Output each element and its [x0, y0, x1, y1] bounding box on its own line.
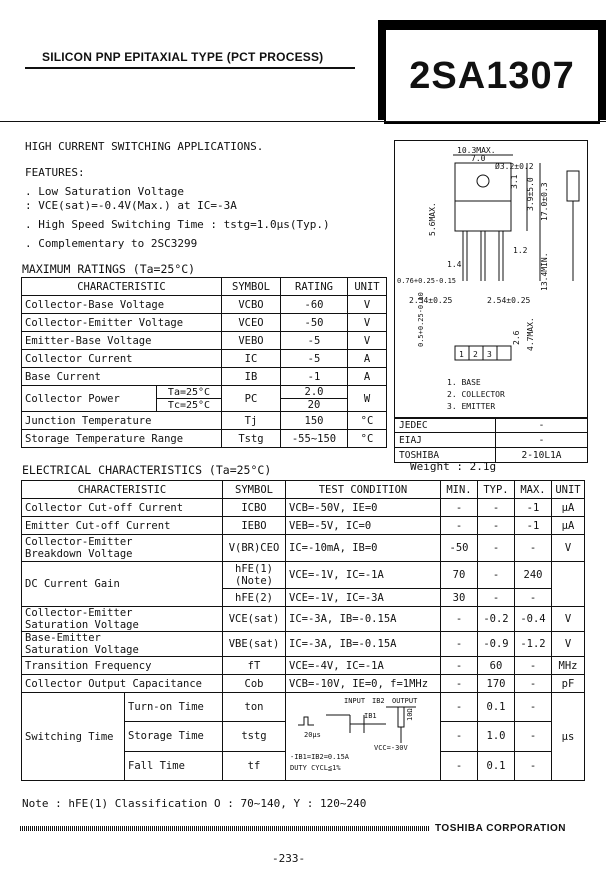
mr-char: Collector-Base Voltage: [22, 296, 222, 314]
dim-pitch-2: 2.54±0.25: [487, 296, 531, 305]
ec-char: Emitter Cut-off Current: [22, 517, 223, 535]
table-row: [22, 675, 585, 693]
mr-unit: W: [348, 386, 387, 412]
hfe-classification-note: Note : hFE(1) Classification O : 70~140, Y : 120~240: [22, 797, 367, 810]
mr-unit: °C: [348, 412, 387, 430]
mr-rating: -50: [281, 314, 348, 332]
ec-unit: V: [552, 607, 585, 632]
pin-3: 3: [487, 350, 492, 359]
table-row: [22, 657, 585, 675]
mr-char: Base Current: [22, 368, 222, 386]
table-row: [22, 430, 387, 448]
ec-unit: V: [552, 535, 585, 562]
ec-min: -: [441, 657, 478, 675]
ec-min: -: [441, 675, 478, 693]
application-text: HIGH CURRENT SWITCHING APPLICATIONS.: [25, 140, 264, 153]
circuit-cond-1: -IB1=IB2=0.15A: [290, 753, 350, 761]
circuit-resistor-label: 10Ω: [406, 708, 414, 721]
table-row: [22, 517, 585, 535]
eiaj-value: -: [496, 433, 588, 448]
mr-condition: Tc=25°C: [157, 399, 222, 412]
ec-symbol: VCE(sat): [223, 607, 286, 632]
mr-rating: -5: [281, 350, 348, 368]
ec-typ: -0.2: [478, 607, 515, 632]
ec-typ: -: [478, 499, 515, 517]
dim-lead-1: 1.4: [447, 260, 462, 269]
circuit-ib2-label: IB2: [372, 697, 385, 705]
ec-symbol: IEBO: [223, 517, 286, 535]
ec-unit: μA: [552, 499, 585, 517]
ec-max: -0.4: [515, 607, 552, 632]
ec-char: Transition Frequency: [22, 657, 223, 675]
ec-cond: IC=-10mA, IB=0: [286, 535, 441, 562]
feature-2: . High Speed Switching Time : tstg=1.0μs(Typ.): [25, 218, 330, 231]
dim-tab: 3.9±5.0: [526, 177, 535, 211]
table-row: [22, 296, 387, 314]
dim-thick: 5.6MAX.: [428, 202, 437, 236]
mr-char: Collector-Emitter Voltage: [22, 314, 222, 332]
ec-cond: IC=-3A, IB=-0.15A: [286, 632, 441, 657]
jedec-value: -: [496, 418, 588, 433]
header-underline: [25, 67, 355, 69]
ec-min: 70: [441, 562, 478, 589]
ec-unit-empty: [552, 562, 585, 607]
ec-typ: 60: [478, 657, 515, 675]
mr-rating: -55~150: [281, 430, 348, 448]
mr-rating: -5: [281, 332, 348, 350]
ec-char-2: Saturation Voltage: [25, 619, 139, 631]
mr-unit: A: [348, 350, 387, 368]
package-outline-drawing: [394, 140, 588, 419]
dim-width-max: 10.3MAX.: [457, 146, 496, 155]
ec-typ: 170: [478, 675, 515, 693]
ec-symbol: hFE(2): [223, 589, 286, 607]
ec-cond: VEB=-5V, IC=0: [286, 517, 441, 535]
ec-char-2: Saturation Voltage: [25, 644, 139, 656]
circuit-pulse-width: 20μs: [304, 731, 321, 739]
mr-unit: °C: [348, 430, 387, 448]
ec-min: -: [441, 607, 478, 632]
legend-collector: 2. COLLECTOR: [447, 390, 505, 399]
ec-max: -: [515, 751, 552, 780]
mr-unit: A: [348, 368, 387, 386]
ec-typ: 0.1: [478, 693, 515, 722]
ec-min: -: [441, 751, 478, 780]
ec-typ: -0.9: [478, 632, 515, 657]
ec-max: -: [515, 657, 552, 675]
ec-typ: 0.1: [478, 751, 515, 780]
ec-max: 240: [515, 562, 552, 589]
ec-header-symbol: SYMBOL: [223, 481, 286, 499]
mr-unit: V: [348, 314, 387, 332]
ec-header-cond: TEST CONDITION: [286, 481, 441, 499]
table-row: [22, 607, 585, 632]
mr-symbol: IC: [222, 350, 281, 368]
table-row: [22, 499, 585, 517]
elec-table: [21, 480, 585, 781]
ec-symbol: hFE(1): [235, 563, 273, 575]
table-row: [22, 535, 585, 562]
ec-cond: IC=-3A, IB=-0.15A: [286, 607, 441, 632]
mr-condition: Ta=25°C: [157, 386, 222, 399]
table-row: [22, 412, 387, 430]
dim-side: 2.6: [512, 330, 521, 345]
table-row: [22, 332, 387, 350]
circuit-cond-2: DUTY CYCL≦1%: [290, 764, 341, 772]
mr-rating: -60: [281, 296, 348, 314]
ec-min: -50: [441, 535, 478, 562]
eiaj-label: EIAJ: [395, 433, 496, 448]
pin-2: 2: [473, 350, 478, 359]
mr-char: Collector Power: [22, 386, 157, 412]
ec-char: Base-Emitter: [25, 632, 101, 644]
dim-hole-spacing: 7.0: [471, 154, 486, 163]
ec-char: Collector Cut-off Current: [22, 499, 223, 517]
package-weight: Weight : 2.1g: [410, 460, 497, 473]
mr-char: Junction Temperature: [22, 412, 222, 430]
part-number: 2SA1307: [384, 28, 600, 124]
ec-symbol: VBE(sat): [223, 632, 286, 657]
mr-symbol: VCBO: [222, 296, 281, 314]
toshiba-label: TOSHIBA: [395, 448, 496, 463]
feature-1: . Low Saturation Voltage: [25, 185, 184, 198]
ec-unit: pF: [552, 675, 585, 693]
mr-char: Collector Current: [22, 350, 222, 368]
elec-title: ELECTRICAL CHARACTERISTICS (Ta=25°C): [22, 463, 272, 477]
mr-rating: 150: [281, 412, 348, 430]
ec-min: -: [441, 693, 478, 722]
legend-emitter: 3. EMITTER: [447, 402, 496, 411]
ec-min: -: [441, 722, 478, 751]
mr-symbol: VEBO: [222, 332, 281, 350]
ec-char: Switching Time: [22, 693, 125, 781]
ec-max: -: [515, 693, 552, 722]
ec-header-char: CHARACTERISTIC: [22, 481, 223, 499]
circuit-ib1-label: IB1: [364, 712, 377, 720]
max-ratings-table: [21, 277, 387, 448]
ec-symbol: fT: [223, 657, 286, 675]
ec-symbol: V(BR)CEO: [223, 535, 286, 562]
mr-unit: V: [348, 332, 387, 350]
ec-char: Collector-Emitter: [25, 607, 133, 619]
mr-header-char: CHARACTERISTIC: [22, 278, 222, 296]
mr-symbol: PC: [222, 386, 281, 412]
ec-symbol: tstg: [223, 722, 286, 751]
table-row: [22, 314, 387, 332]
dim-lead-w: 1.2: [513, 246, 528, 255]
ec-cond: VCE=-4V, IC=-1A: [286, 657, 441, 675]
ec-typ: -: [478, 535, 515, 562]
table-row: [22, 632, 585, 657]
ec-max: -: [515, 589, 552, 607]
ec-typ: -: [478, 589, 515, 607]
device-type-title: SILICON PNP EPITAXIAL TYPE (PCT PROCESS): [42, 50, 324, 64]
mr-unit: V: [348, 296, 387, 314]
max-ratings-title: MAXIMUM RATINGS (Ta=25°C): [22, 262, 196, 276]
ec-subchar: Storage Time: [125, 722, 223, 751]
jedec-label: JEDEC: [395, 418, 496, 433]
feature-1-detail: : VCE(sat)=-0.4V(Max.) at IC=-3A: [25, 199, 237, 212]
legend-base: 1. BASE: [447, 378, 481, 387]
mr-char: Storage Temperature Range: [22, 430, 222, 448]
ec-header-typ: TYP.: [478, 481, 515, 499]
ec-cond: VCE=-1V, IC=-3A: [286, 589, 441, 607]
package-svg: [395, 141, 587, 418]
mr-char: Emitter-Base Voltage: [22, 332, 222, 350]
ec-cond: VCB=-10V, IE=0, f=1MHz: [286, 675, 441, 693]
ec-symbol: tf: [223, 751, 286, 780]
ec-typ: 1.0: [478, 722, 515, 751]
ec-char: DC Current Gain: [22, 562, 223, 607]
circuit-output-label: OUTPUT: [392, 697, 418, 705]
page-number: -233-: [272, 852, 306, 865]
ec-char-2: Breakdown Voltage: [25, 548, 133, 560]
ec-char: Collector Output Capacitance: [22, 675, 223, 693]
ec-min: -: [441, 632, 478, 657]
ec-max: -: [515, 535, 552, 562]
ec-min: -: [441, 499, 478, 517]
ec-unit: μA: [552, 517, 585, 535]
ec-min: -: [441, 517, 478, 535]
ec-cond: VCB=-50V, IE=0: [286, 499, 441, 517]
ec-char: Collector-Emitter: [25, 536, 133, 548]
ec-unit: MHz: [552, 657, 585, 675]
mr-header-unit: UNIT: [348, 278, 387, 296]
footer-hatch-bar: [20, 826, 430, 831]
dim-lead-thick: 0.76+0.25-0.15: [397, 277, 457, 285]
ec-cond: VCE=-1V, IC=-1A: [286, 562, 441, 589]
switching-test-circuit: [286, 693, 434, 777]
ec-header-max: MAX.: [515, 481, 552, 499]
dim-body: 17.0±0.3: [540, 182, 549, 221]
ec-symbol: ton: [223, 693, 286, 722]
mr-header-rating: RATING: [281, 278, 348, 296]
mr-symbol: Tstg: [222, 430, 281, 448]
ec-header-unit: UNIT: [552, 481, 585, 499]
ec-unit: V: [552, 632, 585, 657]
ec-max: -1.2: [515, 632, 552, 657]
dim-pitch-1: 2.54±0.25: [409, 296, 453, 305]
mr-symbol: VCEO: [222, 314, 281, 332]
circuit-vcc: VCC=-30V: [374, 744, 408, 752]
features-title: FEATURES:: [25, 166, 85, 179]
dim-side-max: 4.7MAX.: [526, 317, 535, 351]
toshiba-value: 2-10L1A: [496, 448, 588, 463]
table-row: [22, 386, 387, 399]
ec-subchar: Fall Time: [125, 751, 223, 780]
table-row: [22, 562, 585, 589]
ec-symbol: ICBO: [223, 499, 286, 517]
ec-unit: μs: [552, 693, 585, 781]
mr-rating: 2.0: [281, 386, 348, 399]
mr-header-symbol: SYMBOL: [222, 278, 281, 296]
ec-header-min: MIN.: [441, 481, 478, 499]
ec-max: -: [515, 675, 552, 693]
mr-symbol: Tj: [222, 412, 281, 430]
mr-rating: 20: [281, 399, 348, 412]
pin-1: 1: [459, 350, 464, 359]
ec-max: -1: [515, 499, 552, 517]
package-code-table: [394, 417, 588, 463]
ec-note: (Note): [235, 575, 273, 587]
table-row: [22, 693, 585, 722]
dim-hole-dia: Ø3.2±0.2: [495, 162, 534, 171]
mr-symbol: IB: [222, 368, 281, 386]
circuit-input-label: INPUT: [344, 697, 366, 705]
ec-min: 30: [441, 589, 478, 607]
feature-3: . Complementary to 2SC3299: [25, 237, 198, 250]
dim-lead-len: 13.4MIN.: [540, 252, 549, 291]
header-rule: [0, 121, 606, 122]
ec-max: -: [515, 722, 552, 751]
ec-subchar: Turn-on Time: [125, 693, 223, 722]
dim-hole-height: 3.1: [510, 174, 519, 189]
switching-circuit-cell: [286, 693, 441, 781]
table-row: [22, 350, 387, 368]
ec-max: -1: [515, 517, 552, 535]
mr-rating: -1: [281, 368, 348, 386]
ec-symbol: Cob: [223, 675, 286, 693]
ec-typ: -: [478, 517, 515, 535]
dim-lead-t: 0.5+0.25-0.10: [417, 292, 425, 347]
corporation-name: TOSHIBA CORPORATION: [435, 823, 566, 834]
ec-typ: -: [478, 562, 515, 589]
table-row: [22, 368, 387, 386]
